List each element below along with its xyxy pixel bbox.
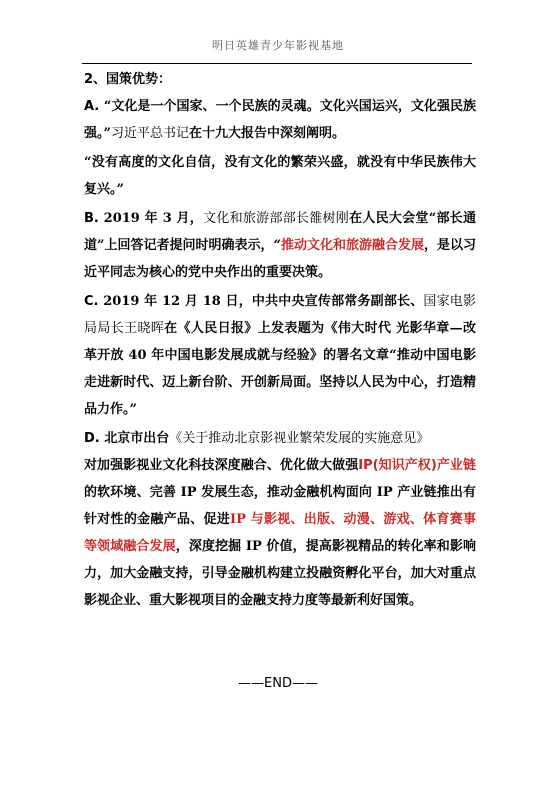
paragraph-c-date: 2019 年 12 月 18 日， (103, 294, 252, 309)
paragraph-d-red1: IP(知识产权)产业链 (358, 458, 476, 473)
paragraph-a-quote: “文化是一个国家、一个民族的灵魂。文化兴国运兴，文化强民族强。” (84, 99, 476, 141)
paragraph-c-text1: 中共中央宣传部常务副部长、 (251, 294, 424, 309)
paragraph-b-date: 2019 年 3 月， (103, 211, 204, 226)
paragraph-b (84, 205, 476, 286)
paragraph-b-speaker: 文化和旅游部部长雒树刚 (203, 211, 350, 226)
paragraph-d-text2: 对加强影视业文化科技深度融合、优化做大做强 (84, 458, 359, 473)
paragraph-a-label: A. (84, 99, 100, 114)
section-heading: 2、国策优势： (84, 72, 172, 87)
paragraph-a-source: 在十九大报告中深刻阐明。 (189, 126, 346, 141)
paragraph-d-label: D. (84, 431, 100, 446)
paragraph-c-text2: 在《人民日报》上发表题为《伟大时代 光影华章—改革开放 40 年中国电影发展成就与经验》的署名文章“推动中国电影走进新时代、迈上新台阶、开创新局面。坚持以人民为中心，打造精品力作。” (84, 321, 476, 417)
paragraph-b-label: B. (84, 211, 99, 226)
paragraph-d-doc: 《关于推动北京影视业繁荣发展的实施意见》 (169, 431, 430, 446)
paragraph-b-text2: ，是以习近平同志为核心的党中央作出的重要决策。 (84, 238, 476, 280)
paragraph-a (84, 93, 476, 147)
end-marker: ——END—— (238, 676, 318, 691)
paragraph-d-text3: 的软环境、完善 IP 发展生态，推动金融机构面向 IP 产业链推出有针对性的金融产品、促进 (84, 485, 476, 527)
paragraph-d-text4: ，深度挖掘 IP 价值，提高影视精品的转化率和影响力，加大金融支持，引导金融机构建立投融资孵化平台，加大对重点影视企业、重大影视项目的金融支持力度等最新利好国策。 (84, 539, 476, 608)
document-body (84, 64, 476, 614)
paragraph-c-label: C. (84, 294, 99, 309)
paragraph-d-red2: IP 与影视、出版、动漫、游戏、体育赛事等领域融合发展 (84, 512, 476, 554)
page-header: 明日英雄青少年影视基地 (212, 39, 344, 52)
paragraph-b-text1: 在人民大会堂“部长通道”上回答记者提问时明确表示，“ (84, 211, 476, 253)
paragraph-a-quote2: “没有高度的文化自信，没有文化的繁荣兴盛，就没有中华民族伟大复兴。” (84, 155, 476, 197)
paragraph-c-speaker: 国家电影局局长王晓晖 (84, 294, 476, 336)
paragraph-c (84, 288, 476, 423)
paragraph-d (84, 425, 476, 614)
paragraph-a-speaker: 习近平总书记 (110, 126, 189, 141)
paragraph-d-text1: 北京市出台 (104, 431, 170, 446)
paragraph-b-highlight: 推动文化和旅游融合发展 (280, 238, 424, 253)
